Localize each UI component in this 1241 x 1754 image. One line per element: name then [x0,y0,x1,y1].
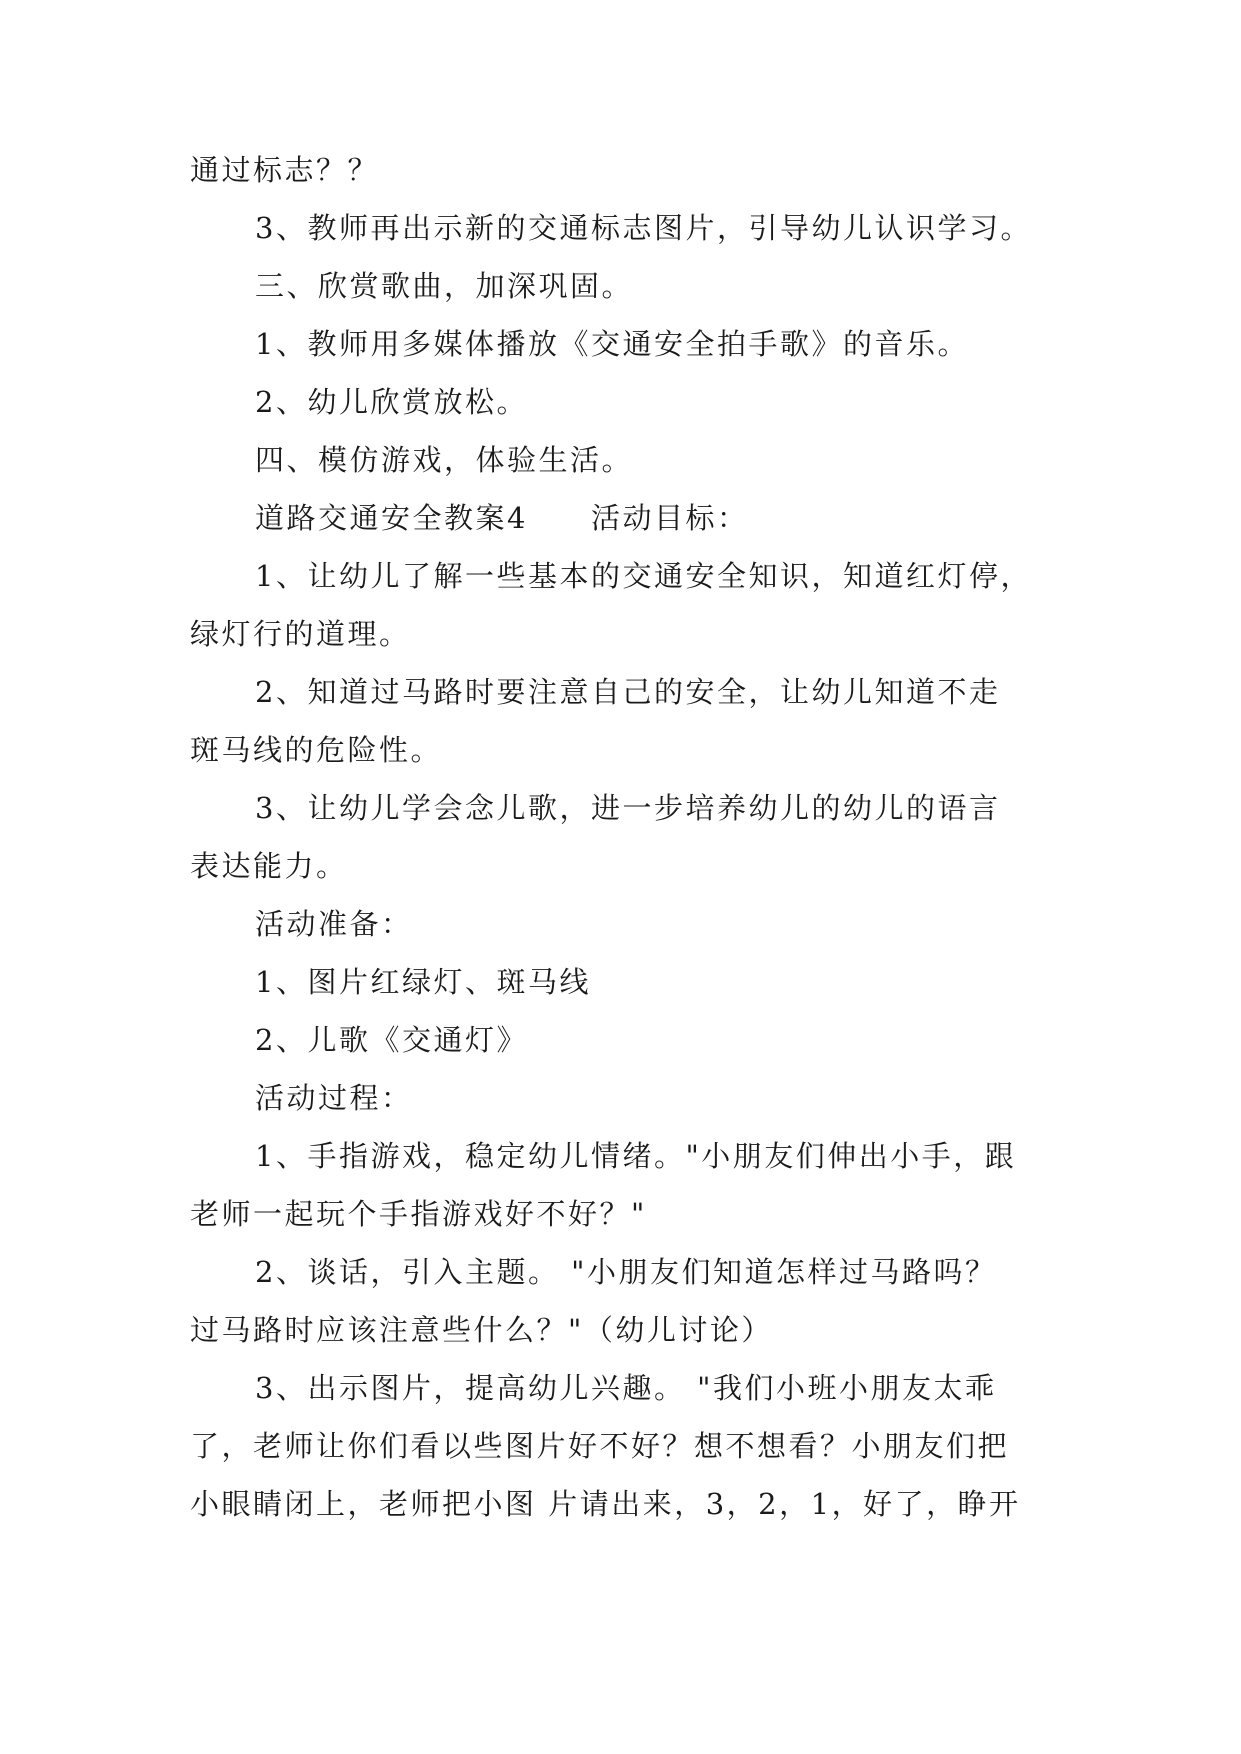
text-line: 3、让幼儿学会念儿歌，进一步培养幼儿的幼儿的语言 [255,791,1001,825]
text-line: 三、欣赏歌曲，加深巩固。 [255,269,634,303]
text-line: 活动准备： [255,907,413,941]
text-line: 2、幼儿欣赏放松。 [255,385,528,419]
text-line: 通过标志？？ [190,153,380,187]
text-line: 2、谈话，引入主题。 "小朋友们知道怎样过马路吗？ [255,1255,997,1289]
text-line: 2、知道过马路时要注意自己的安全，让幼儿知道不走 [255,675,1001,709]
text-line: 1、让幼儿了解一些基本的交通安全知识，知道红灯停， [255,559,1032,593]
text-line: 老师一起玩个手指游戏好不好？" [190,1197,647,1231]
text-line: 了，老师让你们看以些图片好不好？想不想看？小朋友们把 [190,1429,1010,1463]
text-line: 绿灯行的道理。 [190,617,411,651]
text-line: 小眼睛闭上，老师把小图 片请出来，3，2，1，好了，睁开 [190,1487,1021,1521]
text-line: 1、图片红绿灯、斑马线 [255,965,591,999]
text-line: 1、教师用多媒体播放《交通安全拍手歌》的音乐。 [255,327,969,361]
text-line: 过马路时应该注意些什么？"（幼儿讨论） [190,1313,773,1347]
text-line: 3、教师再出示新的交通标志图片，引导幼儿认识学习。 [255,211,1032,245]
text-line: 表达能力。 [190,849,348,883]
text-line: 四、模仿游戏，体验生活。 [255,443,634,477]
text-line: 斑马线的危险性。 [190,733,443,767]
section-heading: 道路交通安全教案4 活动目标： [255,501,749,535]
text-line: 1、手指游戏，稳定幼儿情绪。"小朋友们伸出小手，跟 [255,1139,1017,1173]
text-line: 活动过程： [255,1081,413,1115]
text-line: 2、儿歌《交通灯》 [255,1023,528,1057]
text-line: 3、出示图片，提高幼儿兴趣。 "我们小班小朋友太乖 [255,1371,997,1405]
